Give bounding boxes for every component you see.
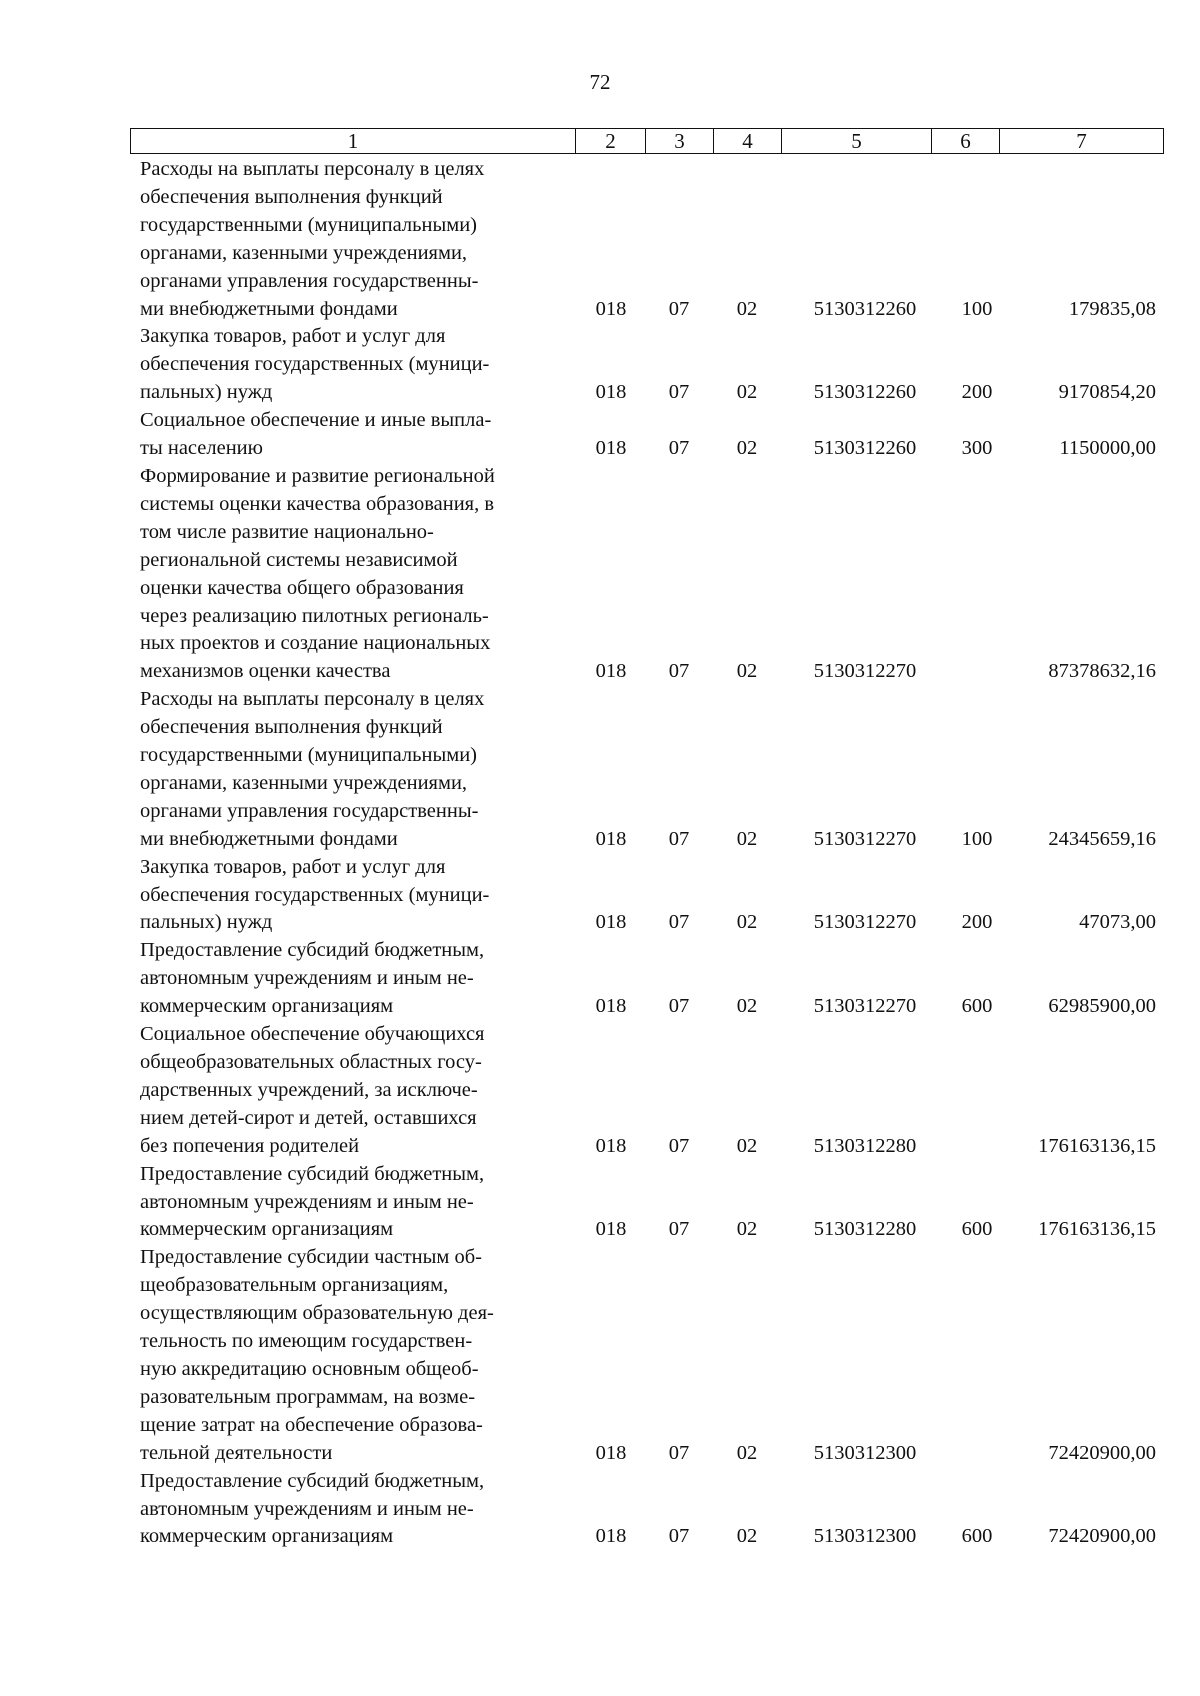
row-subsection: 02: [736, 1218, 758, 1241]
row-ministry-code: 018: [595, 1441, 627, 1464]
description-line: государственными (муниципальными): [140, 213, 477, 236]
description-line: щение затрат на обеспечение образова-: [140, 1413, 483, 1436]
table-row: [0, 854, 1200, 938]
description-line: Социальное обеспечение и иные выпла-: [140, 409, 492, 432]
description-line: органами управления государственны-: [140, 799, 479, 822]
description-line: ми внебюджетными фондами: [140, 827, 398, 850]
row-subsection: 02: [736, 297, 758, 320]
row-amount: 9170854,20: [1058, 381, 1156, 404]
row-target-article: 5130312270: [813, 660, 917, 683]
column-header-3: 3: [646, 129, 714, 154]
description-line: Закупка товаров, работ и услуг для: [140, 855, 446, 878]
description-line: автономным учреждениям и иным не-: [140, 1190, 474, 1213]
description-line: нием детей-сирот и детей, оставшихся: [140, 1106, 477, 1129]
row-description: [140, 1161, 564, 1245]
description-line: дарственных учреждений, за исключе-: [140, 1078, 478, 1101]
row-amount: 176163136,15: [1038, 1134, 1156, 1157]
row-description: [140, 686, 564, 853]
row-target-article: 5130312280: [813, 1218, 917, 1241]
row-amount: 87378632,16: [1048, 660, 1156, 683]
description-line: механизмов оценки качества: [140, 660, 391, 683]
row-subsection: 02: [736, 1525, 758, 1548]
row-expense-type: 100: [961, 297, 993, 320]
description-line: Закупка товаров, работ и услуг для: [140, 325, 446, 348]
row-ministry-code: 018: [595, 1134, 627, 1157]
description-line: Предоставление субсидий бюджетным,: [140, 1469, 485, 1492]
description-line: осуществляющим образовательную дея-: [140, 1302, 494, 1325]
row-expense-type: 100: [961, 827, 993, 850]
table-row: [0, 407, 1200, 463]
row-subsection: 02: [736, 660, 758, 683]
table-row: [0, 686, 1200, 853]
row-ministry-code: 018: [595, 660, 627, 683]
column-header-2: 2: [576, 129, 646, 154]
row-amount: 72420900,00: [1048, 1525, 1156, 1548]
description-line: тельность по имеющим государствен-: [140, 1330, 473, 1353]
row-target-article: 5130312280: [813, 1134, 917, 1157]
description-line: обеспечения выполнения функций: [140, 716, 443, 739]
row-description: [140, 407, 564, 463]
row-ministry-code: 018: [595, 1218, 627, 1241]
row-section: 07: [668, 1218, 690, 1241]
row-amount: 179835,08: [1068, 297, 1156, 320]
description-line: ную аккредитацию основным общеоб-: [140, 1357, 479, 1380]
description-line: Формирование и развитие региональной: [140, 464, 495, 487]
row-section: 07: [668, 660, 690, 683]
description-line: органами, казенными учреждениями,: [140, 771, 468, 794]
description-line: обеспечения государственных (муници-: [140, 353, 490, 376]
row-subsection: 02: [736, 911, 758, 934]
description-line: без попечения родителей: [140, 1134, 360, 1157]
page-number: 72: [589, 70, 611, 94]
description-line: коммерческим организациям: [140, 995, 394, 1018]
table-row: [0, 323, 1200, 407]
description-line: Предоставление субсидии частным об-: [140, 1246, 483, 1269]
table-row: [0, 1244, 1200, 1467]
row-target-article: 5130312270: [813, 995, 917, 1018]
description-line: системы оценки качества образования, в: [140, 492, 495, 515]
description-line: ных проектов и создание национальных: [140, 632, 491, 655]
row-ministry-code: 018: [595, 297, 627, 320]
row-expense-type: 300: [961, 437, 993, 460]
description-line: автономным учреждениям и иным не-: [140, 1497, 474, 1520]
table-row: [0, 937, 1200, 1021]
description-line: государственными (муниципальными): [140, 744, 477, 767]
row-section: 07: [668, 381, 690, 404]
description-line: тельной деятельности: [140, 1441, 333, 1464]
row-subsection: 02: [736, 1134, 758, 1157]
description-line: обеспечения выполнения функций: [140, 185, 443, 208]
description-line: ми внебюджетными фондами: [140, 297, 398, 320]
description-line: Предоставление субсидий бюджетным,: [140, 939, 485, 962]
description-line: Расходы на выплаты персоналу в целях: [140, 158, 485, 180]
row-description: [140, 937, 564, 1021]
description-line: обеспечения государственных (муници-: [140, 883, 490, 906]
row-expense-type: 200: [961, 381, 993, 404]
row-description: [140, 1021, 564, 1161]
row-ministry-code: 018: [595, 437, 627, 460]
column-header-5: 5: [782, 129, 932, 154]
budget-table-body: [0, 156, 1200, 1551]
description-line: через реализацию пилотных региональ-: [140, 604, 489, 627]
row-expense-type: 600: [961, 1525, 993, 1548]
row-description: [140, 463, 564, 686]
row-expense-type: 600: [961, 1218, 993, 1241]
row-expense-type: 200: [961, 911, 993, 934]
column-header-row: [131, 129, 1164, 154]
row-section: 07: [668, 1525, 690, 1548]
row-ministry-code: 018: [595, 995, 627, 1018]
table-row: [0, 1021, 1200, 1161]
description-line: ты населению: [140, 437, 263, 460]
row-ministry-code: 018: [595, 827, 627, 850]
description-line: том числе развитие национально-: [140, 520, 434, 543]
description-line: разовательным программам, на возме-: [140, 1385, 476, 1408]
description-line: щеобразовательным организациям,: [140, 1274, 449, 1297]
description-line: органами управления государственны-: [140, 269, 479, 292]
row-description: [140, 1468, 564, 1552]
row-section: 07: [668, 1134, 690, 1157]
row-description: [140, 1244, 564, 1467]
column-header-6: 6: [932, 129, 1000, 154]
row-subsection: 02: [736, 437, 758, 460]
row-amount: 24345659,16: [1048, 827, 1156, 850]
description-line: автономным учреждениям и иным не-: [140, 967, 474, 990]
row-target-article: 5130312270: [813, 827, 917, 850]
row-description: [140, 156, 564, 323]
row-subsection: 02: [736, 1441, 758, 1464]
row-target-article: 5130312270: [813, 911, 917, 934]
row-ministry-code: 018: [595, 911, 627, 934]
description-line: региональной системы независимой: [140, 548, 458, 571]
row-ministry-code: 018: [595, 381, 627, 404]
row-description: [140, 854, 564, 938]
column-header-table: [130, 128, 1164, 154]
table-row: [0, 1468, 1200, 1552]
row-ministry-code: 018: [595, 1525, 627, 1548]
column-header-1: 1: [131, 129, 576, 154]
description-line: пальных) нужд: [140, 381, 273, 404]
description-line: органами, казенными учреждениями,: [140, 241, 468, 264]
description-line: коммерческим организациям: [140, 1218, 394, 1241]
row-expense-type: 600: [961, 995, 993, 1018]
description-line: коммерческим организациям: [140, 1525, 394, 1548]
description-line: пальных) нужд: [140, 911, 273, 934]
table-row: [0, 156, 1200, 323]
row-description: [140, 323, 564, 407]
row-subsection: 02: [736, 995, 758, 1018]
row-section: 07: [668, 437, 690, 460]
row-target-article: 5130312260: [813, 381, 917, 404]
row-subsection: 02: [736, 381, 758, 404]
description-line: Предоставление субсидий бюджетным,: [140, 1162, 485, 1185]
row-target-article: 5130312260: [813, 437, 917, 460]
row-subsection: 02: [736, 827, 758, 850]
description-line: Социальное обеспечение обучающихся: [140, 1023, 485, 1046]
row-amount: 176163136,15: [1038, 1218, 1156, 1241]
row-section: 07: [668, 995, 690, 1018]
row-section: 07: [668, 297, 690, 320]
row-amount: 62985900,00: [1048, 995, 1156, 1018]
row-target-article: 5130312260: [813, 297, 917, 320]
row-amount: 72420900,00: [1048, 1441, 1156, 1464]
row-section: 07: [668, 1441, 690, 1464]
row-target-article: 5130312300: [813, 1441, 917, 1464]
row-section: 07: [668, 827, 690, 850]
table-row: [0, 1161, 1200, 1245]
column-header-4: 4: [714, 129, 782, 154]
row-section: 07: [668, 911, 690, 934]
row-target-article: 5130312300: [813, 1525, 917, 1548]
row-amount: 47073,00: [1079, 911, 1156, 934]
row-amount: 1150000,00: [1059, 437, 1156, 460]
column-header-7: 7: [1000, 129, 1164, 154]
description-line: Расходы на выплаты персоналу в целях: [140, 688, 485, 711]
description-line: общеобразовательных областных госу-: [140, 1051, 482, 1073]
description-line: оценки качества общего образования: [140, 576, 464, 599]
table-row: [0, 463, 1200, 686]
